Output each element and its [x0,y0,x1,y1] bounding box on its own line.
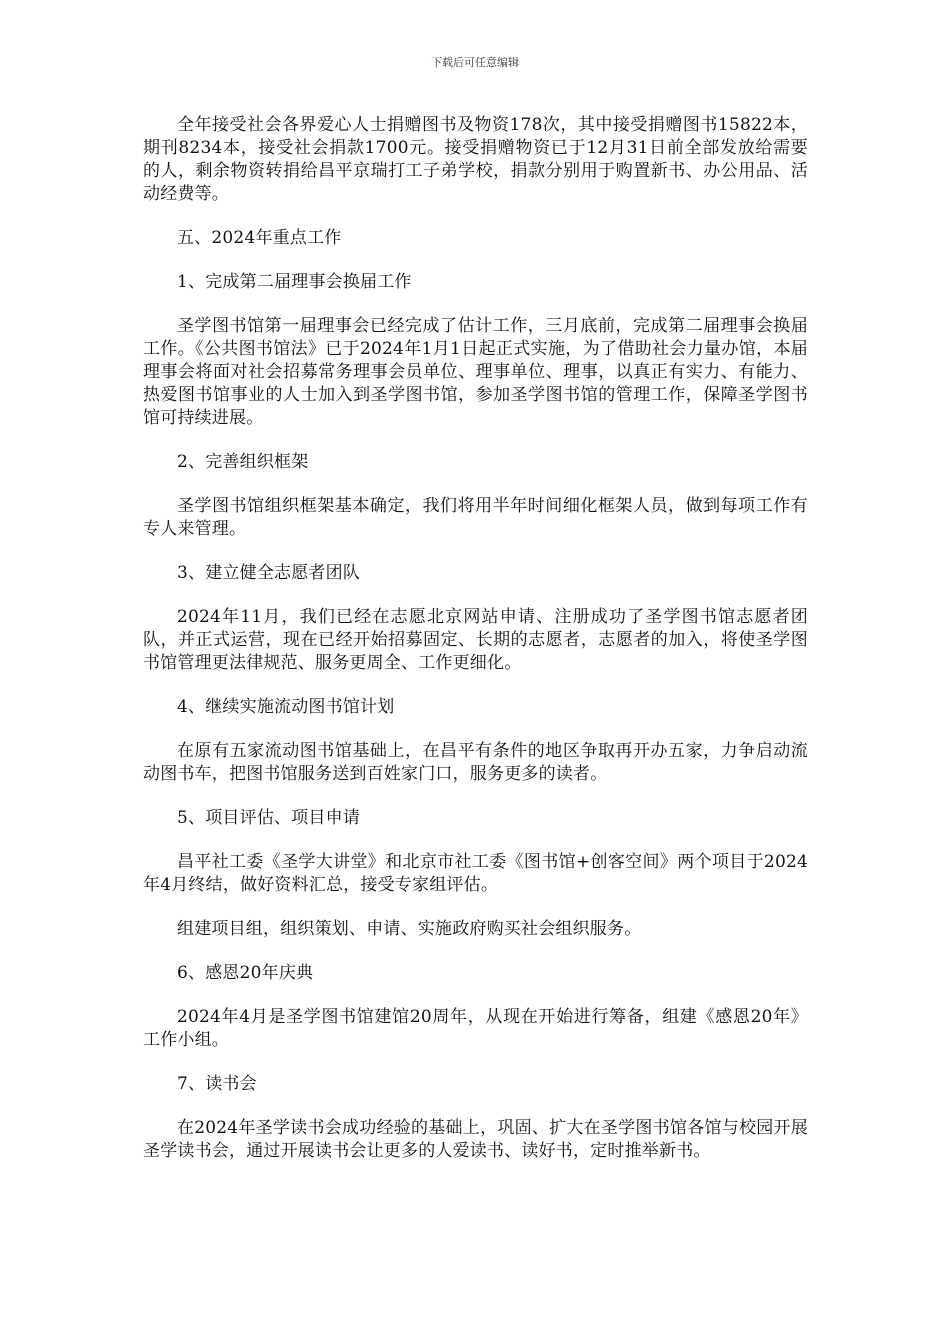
paragraph-anniversary: 2024年4月是圣学图书馆建馆20周年，从现在开始进行筹备，组建《感恩20年》工作小组。 [143,1007,808,1050]
paragraph-donations: 全年接受社会各界爱心人士捐赠图书及物资178次，其中接受捐赠图书15822本，期刊8234本，接受社会捐款1700元。接受捐赠物资已于12月31日前全部发放给需要的人，剩余物资转捐给昌平京瑞打工子弟学校，捐款分别用于购置新书、办公用品、活动经费等。 [143,115,808,204]
document-body [143,114,808,1184]
item-heading-anniversary: 6、感恩20年庆典 [177,963,314,983]
item-heading-org-framework: 2、完善组织框架 [177,452,309,472]
item-heading-volunteer-team: 3、建立健全志愿者团队 [177,563,361,583]
paragraph-project-team: 组建项目组，组织策划、申请、实施政府购买社会组织服务。 [177,919,642,939]
paragraph-project-evaluation: 昌平社工委《圣学大讲堂》和北京市社工委《图书馆+创客空间》两个项目于2024年4月终结，做好资料汇总，接受专家组评估。 [143,852,808,895]
page-header: 下载后可任意编辑 [431,56,519,69]
item-heading-project-evaluation: 5、项目评估、项目申请 [177,808,361,828]
paragraph-volunteer-team: 2024年11月，我们已经在志愿北京网站申请、注册成功了圣学图书馆志愿者团队，并正式运营，现在已经开始招募固定、长期的志愿者，志愿者的加入，将使圣学图书馆管理更法律规范、服务更周全、工作更细化。 [143,607,808,673]
item-heading-board-election: 1、完成第二届理事会换届工作 [177,272,412,292]
section-heading-2024-key-work: 五、2024年重点工作 [177,228,342,248]
item-heading-reading-club: 7、读书会 [177,1074,257,1094]
item-heading-mobile-library: 4、继续实施流动图书馆计划 [177,697,395,717]
paragraph-board-election: 圣学图书馆第一届理事会已经完成了估计工作，三月底前，完成第二届理事会换届工作。《公共图书馆法》已于2024年1月1日起正式实施，为了借助社会力量办馆，本届理事会将面对社会招募常务理事会员单位、理事单位、理事，以真正有实力、有能力、热爱图书馆事业的人士加入到圣学图书馆，参加圣学图书馆的管理工作，保障圣学图书馆可持续进展。 [143,316,808,428]
paragraph-mobile-library: 在原有五家流动图书馆基础上，在昌平有条件的地区争取再开办五家，力争启动流动图书车，把图书馆服务送到百姓家门口，服务更多的读者。 [143,741,808,784]
paragraph-reading-club: 在2024年圣学读书会成功经验的基础上，巩固、扩大在圣学图书馆各馆与校园开展圣学读书会，通过开展读书会让更多的人爱读书、读好书，定时推举新书。 [143,1118,808,1161]
paragraph-org-framework: 圣学图书馆组织框架基本确定，我们将用半年时间细化框架人员，做到每项工作有专人来管理。 [143,496,808,539]
